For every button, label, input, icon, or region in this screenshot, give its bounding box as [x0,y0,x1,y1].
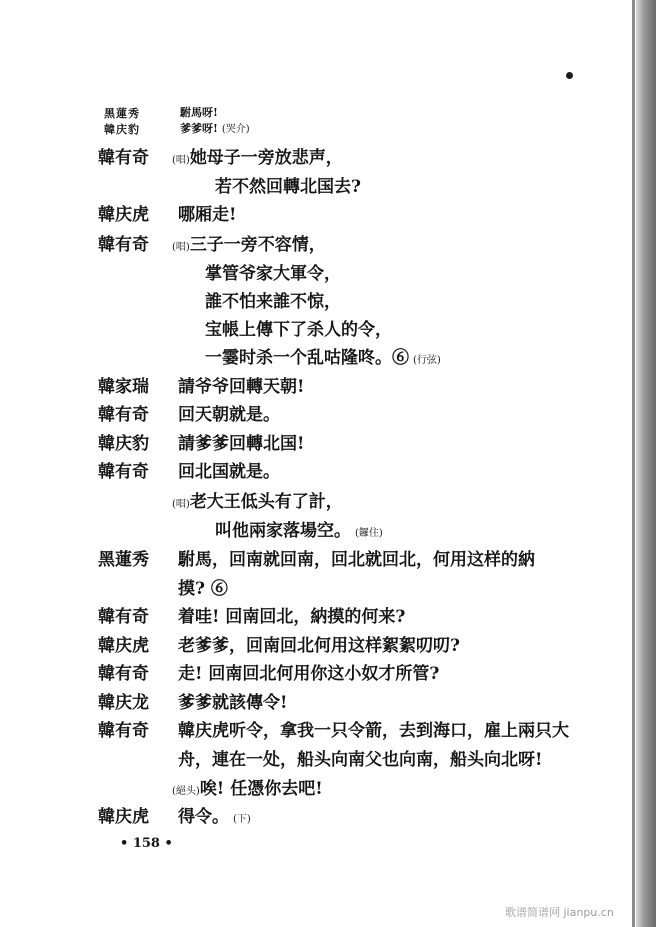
stage-note: (下) [233,814,251,825]
dialogue-text: 三子一旁不容情， [189,235,326,255]
dialogue-line [178,802,251,827]
page-gutter-line [632,0,635,927]
dialogue-line [178,400,280,425]
dialogue-line [178,631,460,656]
stage-note: (絕头) [172,786,200,797]
dialogue-line [205,343,441,368]
dialogue-text: 得令。 [178,807,229,827]
dialogue-line [172,487,343,512]
stage-note: (唱) [172,499,190,510]
stage-note: (鑼住) [355,528,383,539]
dialogue-line [178,200,236,225]
dialogue-line [178,659,439,684]
dialogue-text: 若不然回轉北国去? [215,177,361,197]
speaker-name: 韓庆虎 [98,636,149,656]
dialogue-text: 叫他兩家落場空。 [215,521,351,541]
page-number: • 158 • [120,836,173,851]
dialogue-line [178,574,228,599]
dialogue-line [172,143,343,168]
dialogue-line [172,774,323,799]
ink-speck [566,72,573,79]
dialogue-line [215,172,361,197]
speaker-name: 黑蓮秀 [104,107,140,120]
dialogue-text: 老爹爹，回南回北何用这样絮絮叨叨? [178,636,460,656]
speaker-name: 韓庆虎 [98,205,149,225]
dialogue-text: 請爹爹回轉北国! [178,434,305,454]
speaker-name: 韓有奇 [98,607,149,627]
dialogue-text: 舟，連在一处，船头向南父也向南，船头向北呀! [178,750,543,770]
dialogue-line [205,287,341,312]
page-edge-shadow [636,0,656,927]
dialogue-text: 駙馬，回南就回南，回北就回北，何用这样的納 [178,550,535,570]
dialogue-line [205,259,341,284]
dialogue-line [178,688,287,713]
dialogue-text: 回北国就是。 [178,462,280,482]
speaker-name: 韓庆豹 [98,434,149,454]
speaker-name: 韓有奇 [98,664,149,684]
dialogue-text: 着哇! 回南回北，納摸的何来? [178,607,406,627]
dialogue-line [178,745,542,770]
speaker-name: 韓有奇 [98,405,149,425]
dialogue-text: 摸? ⑥ [178,579,228,599]
speaker-name: 韓家瑞 [98,377,149,397]
dialogue-line [172,230,326,255]
dialogue-text: 駙馬呀! [180,106,218,119]
dialogue-text: 韓庆虎听令，拿我一只令箭，去到海口，雇上兩只大 [178,721,569,741]
dialogue-line [180,120,250,136]
dialogue-text: 爹爹呀! [180,122,218,135]
speaker-name: 韓有奇 [98,148,149,168]
watermark: 歌谱简谱网 jianpu.cn [505,906,614,919]
speaker-name: 韓庆豹 [104,123,140,136]
stage-note: (唱) [172,242,190,253]
dialogue-text: 哪厢走! [178,205,237,225]
dialogue-line [180,104,218,120]
dialogue-line [178,602,405,627]
dialogue-text: 掌管爷家大軍令， [205,264,341,284]
stage-note: (唱) [172,155,190,166]
dialogue-line [178,457,280,482]
speaker-name: 黑蓮秀 [98,550,149,570]
speaker-name: 韓有奇 [98,721,149,741]
dialogue-line [178,372,304,397]
dialogue-text: 唉! 任憑你去吧! [199,779,323,799]
stage-note: (行弦) [413,355,441,366]
dialogue-text: 老大王低头有了計， [189,492,343,512]
dialogue-text: 誰不怕来誰不惊， [205,292,341,312]
speaker-name: 韓有奇 [98,235,149,255]
dialogue-text: 宝帳上傳下了杀人的令， [205,320,392,340]
dialogue-line [178,716,569,741]
dialogue-line [205,315,392,340]
dialogue-text: 回天朝就是。 [178,405,280,425]
dialogue-line [215,516,383,541]
dialogue-text: 爹爹就該傳令! [178,693,288,713]
dialogue-text: 請爷爷回轉天朝! [178,377,305,397]
speaker-name: 韓庆虎 [98,807,149,827]
dialogue-text: 走! 回南回北何用你这小奴才所管? [178,664,440,684]
stage-note: (哭介) [221,124,250,135]
dialogue-line [178,429,304,454]
dialogue-text: 一霎时杀一个乱咕隆咚。⑥ [205,348,409,368]
dialogue-text: 她母子一旁放悲声， [189,148,343,168]
speaker-name: 韓庆龙 [98,693,149,713]
speaker-name: 韓有奇 [98,462,149,482]
dialogue-line [178,545,535,570]
